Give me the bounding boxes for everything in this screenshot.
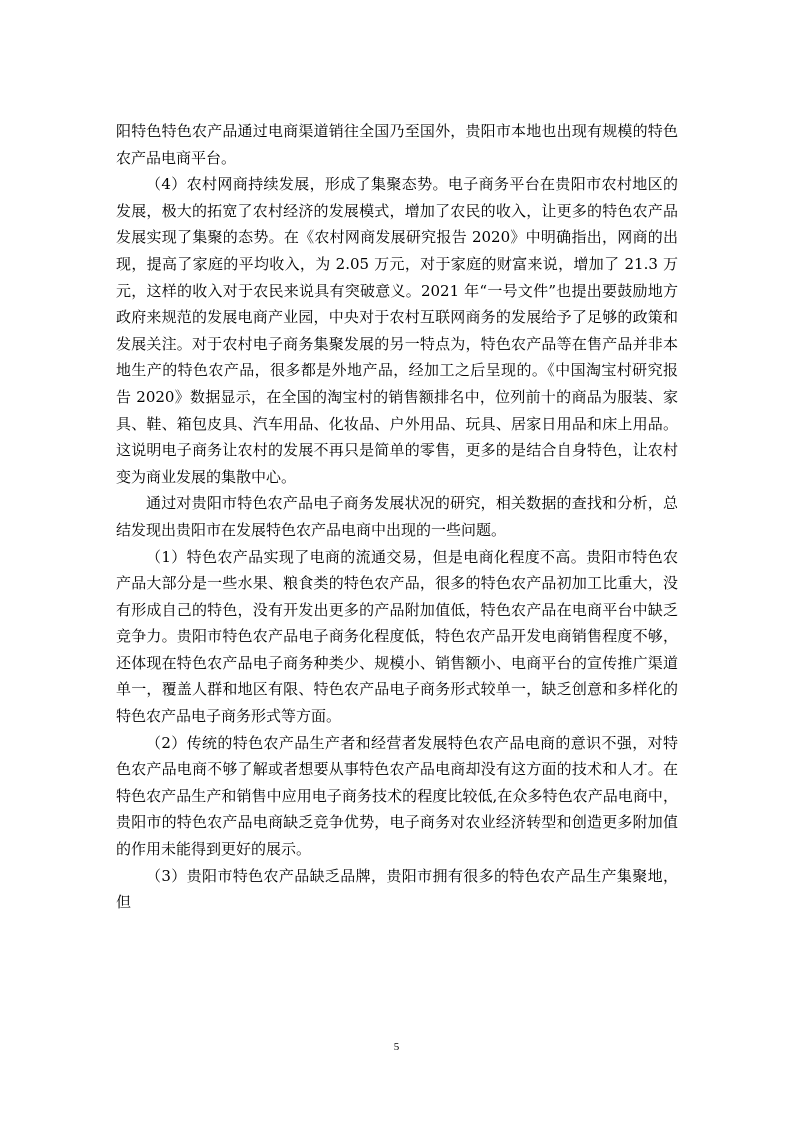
paragraph-problem-2: （2）传统的特色农产品生产者和经营者发展特色农产品电商的意识不强，对特色农产品电商不够了解或者想要从事特色农产品电商却没有这方面的技术和人才。在特色农产品生产和销售中应用电子商务技术的程度比较低,在众多特色农产品电商中，贵阳市的特色农产品电商缺乏竞争优势，电子商务对农业经济转型和创造更多附加值的作用未能得到更好的展示。 xyxy=(116,733,678,859)
paragraph-problem-1: （1）特色农产品实现了电商的流通交易，但是电商化程度不高。贵阳市特色农产品大部分是一些水果、粮食类的特色农产品，很多的特色农产品初加工比重大，没有形成自己的特色，没有开发出更多的产品附加值低，特色农产品在电商平台中缺乏竞争力。贵阳市特色农产品电子商务化程度低，特色农产品开发电商销售程度不够，还体现在特色农产品电子商务种类少、规模小、销售额小、电商平台的宣传推广渠道单一，覆盖人群和地区有限、特色农产品电子商务形式较单一，缺乏创意和多样化的特色农产品电子商务形式等方面。 xyxy=(116,547,678,726)
body-text xyxy=(116,118,678,916)
paragraph-item-4: （4）农村网商持续发展，形成了集聚态势。电子商务平台在贵阳市农村地区的发展，极大的拓宽了农村经济的发展模式，增加了农民的收入，让更多的特色农产品发展实现了集聚的态势。在《农村网商发展研究报告 2020》中明确指出，网商的出现，提高了家庭的平均收入，为 2.05 万元，对于家庭的财富来说，增加了 21.3 万元，这样的收入对于农民来说具有突破意义。2021 年“一号文件”也提出要鼓励地方政府来规范的发展电商产业园，中央对于农村互联网商务的发展给予了足够的政策和发展关注。对于农村电子商务集聚发展的另一特点为，特色农产品等在售产品并非本地生产的特色农产品，很多都是外地产品，经加工之后呈现的。《中国淘宝村研究报告 2020》数据显示，在全国的淘宝村的销售额排名中，位列前十的商品为服装、家具、鞋、箱包皮具、汽车用品、化妆品、户外用品、玩具、居家日用品和床上用品。这说明电子商务让农村的发展不再只是简单的零售，更多的是结合自身特色，让农村变为商业发展的集散中心。 xyxy=(116,175,678,486)
paragraph-problem-3: （3）贵阳市特色农产品缺乏品牌，贵阳市拥有很多的特色农产品生产集聚地，但 xyxy=(116,866,678,912)
paragraph-continuation: 阳特色特色农产品通过电商渠道销往全国乃至国外，贵阳市本地也出现有规模的特色农产品电商平台。 xyxy=(116,122,678,167)
page-number: 5 xyxy=(393,1041,400,1053)
paragraph-summary: 通过对贵阳市特色农产品电子商务发展状况的研究，相关数据的查找和分析，总结发现出贵阳市在发展特色农产品电商中出现的一些问题。 xyxy=(116,494,678,539)
